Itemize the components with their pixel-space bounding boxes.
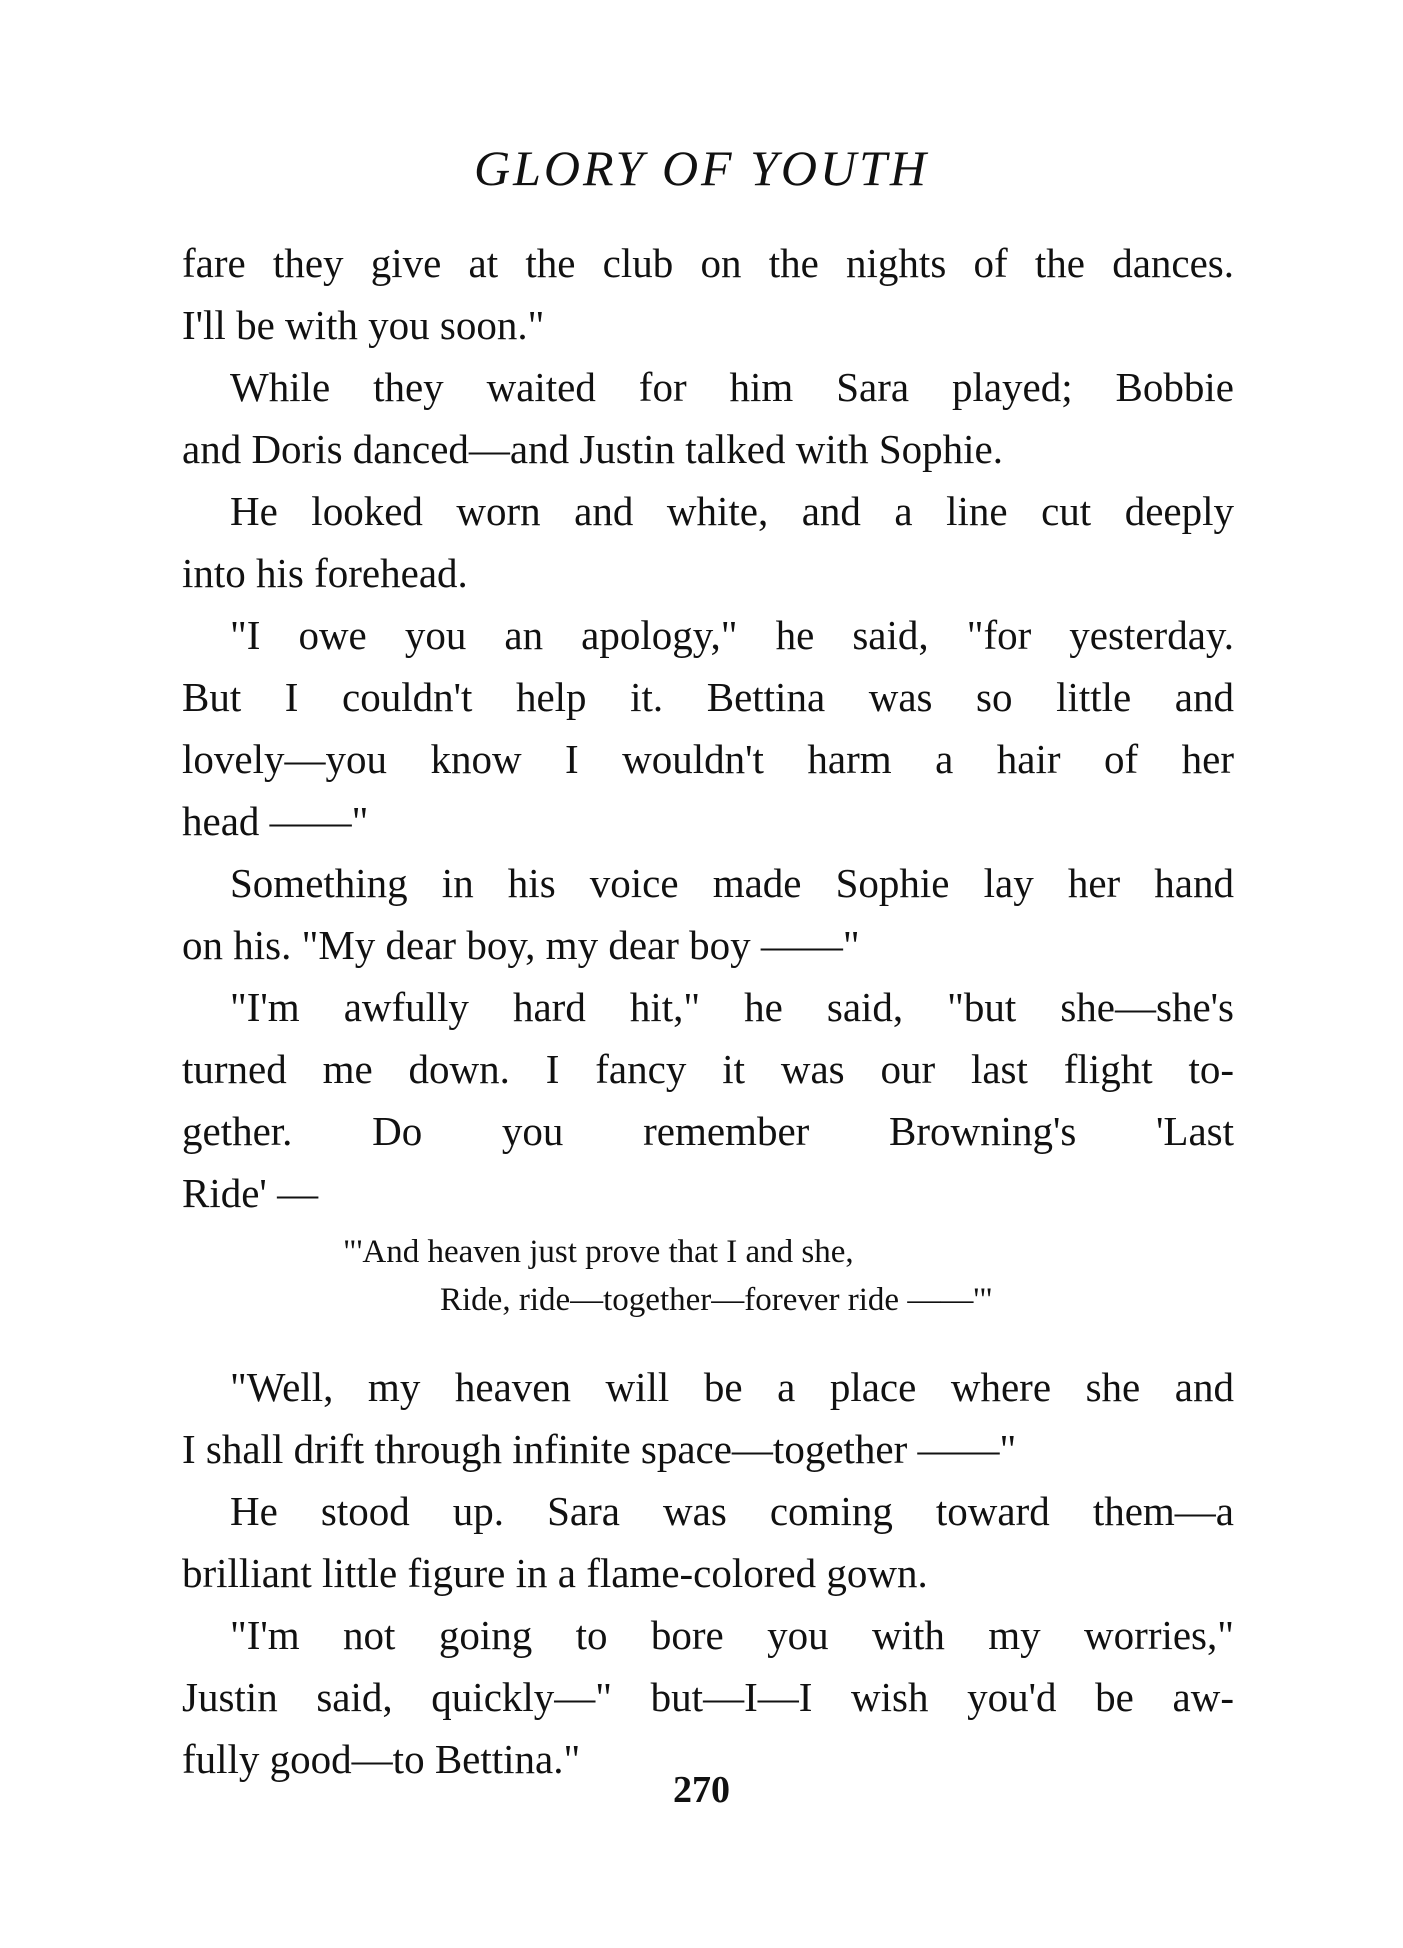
- text-line: Something in his voice made Sophie lay her hand: [230, 860, 1234, 906]
- text-line: "Well, my heaven will be a place where she and: [230, 1364, 1234, 1410]
- text-line: But I couldn't help it. Bettina was so little and: [182, 674, 1234, 720]
- text-line: I'll be with you soon.": [182, 302, 545, 348]
- body-text-upper: [182, 232, 1234, 1224]
- text-line: I shall drift through infinite space—together ——": [182, 1426, 1017, 1472]
- text-line: and Doris danced—and Justin talked with Sophie.: [182, 426, 1004, 472]
- text-line: into his forehead.: [182, 550, 468, 596]
- body-text-lower: [182, 1356, 1234, 1790]
- verse-line: Ride, ride—together—forever ride ——'": [440, 1282, 993, 1318]
- text-line: turned me down. I fancy it was our last flight to-: [182, 1046, 1234, 1092]
- text-line: "I owe you an apology," he said, "for yesterday.: [230, 612, 1234, 658]
- running-head: GLORY OF YOUTH: [473, 140, 930, 196]
- verse-line: "'And heaven just prove that I and she,: [343, 1234, 854, 1270]
- text-line: brilliant little figure in a flame-colored gown.: [182, 1550, 928, 1596]
- text-line: He stood up. Sara was coming toward them—a: [230, 1488, 1234, 1534]
- text-line: Ride' —: [182, 1170, 319, 1216]
- text-line: "I'm not going to bore you with my worries,": [230, 1612, 1234, 1658]
- text-line: He looked worn and white, and a line cut deeply: [230, 488, 1234, 534]
- text-line: "I'm awfully hard hit," he said, "but she—she's: [230, 984, 1234, 1030]
- text-line: Justin said, quickly—" but—I—I wish you'd be aw-: [182, 1674, 1234, 1720]
- text-line: fully good—to Bettina.": [182, 1736, 581, 1782]
- text-line: gether. Do you remember Browning's 'Last: [182, 1108, 1234, 1154]
- text-line: While they waited for him Sara played; Bobbie: [230, 364, 1234, 410]
- text-line: fare they give at the club on the nights of the dances.: [182, 240, 1234, 286]
- text-line: on his. "My dear boy, my dear boy ——": [182, 922, 860, 968]
- page-number: 270: [673, 1769, 730, 1811]
- text-line: lovely—you know I wouldn't harm a hair of her: [182, 736, 1234, 782]
- text-line: head ——": [182, 798, 369, 844]
